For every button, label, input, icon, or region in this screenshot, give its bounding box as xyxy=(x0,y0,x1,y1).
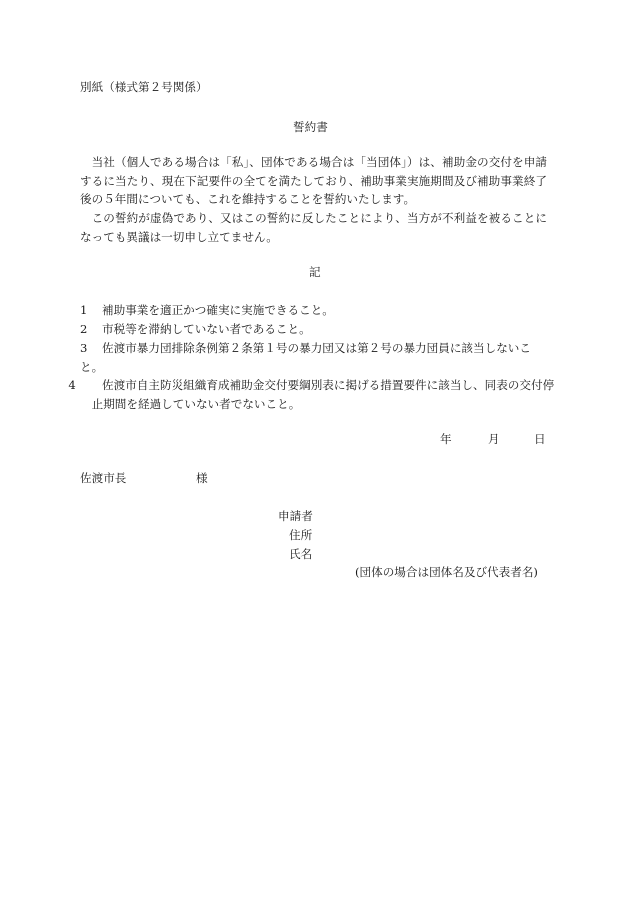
item-text: 佐渡市自主防災組織育成補助金交付要綱別表に掲げる措置要件に該当し、同表の交付停止期間を経過していない者でないこと。 xyxy=(91,378,555,411)
document-title: 誓約書 xyxy=(293,120,328,134)
addressee-name: 佐渡市長 xyxy=(80,471,127,485)
item-text: 補助事業を適正かつ確実に実施できること。 xyxy=(102,303,334,317)
applicant-name-label: 氏名 xyxy=(289,547,313,561)
requirement-item xyxy=(80,320,547,339)
ki-heading: 記 xyxy=(309,265,321,279)
applicant-note: (団体の場合は団体名及び代表者名) xyxy=(355,565,538,579)
item-number: 4 xyxy=(68,378,76,392)
item-number: 1 xyxy=(80,303,88,317)
date-year-label: 年 xyxy=(440,432,452,446)
item-text: 佐渡市暴力団排除条例第２条第１号の暴力団又は第２号の暴力団員に該当しないこと。 xyxy=(80,341,531,374)
applicant-address-label: 住所 xyxy=(289,528,313,542)
applicant-label: 申請者 xyxy=(278,509,313,523)
date-month-label: 月 xyxy=(488,432,500,446)
requirement-item xyxy=(80,339,547,376)
form-reference: 別紙（様式第２号関係） xyxy=(80,80,208,94)
item-number: 3 xyxy=(80,341,88,355)
item-text: 市税等を滞納していない者であること。 xyxy=(102,322,311,336)
requirement-item xyxy=(80,301,547,320)
item-number: 2 xyxy=(80,322,88,336)
requirement-item xyxy=(68,376,559,413)
date-day-label: 日 xyxy=(534,432,546,446)
pledge-paragraph-1: 当社（個人である場合は「私」、団体である場合は「当団体」）は、補助金の交付を申請するに当たり、現在下記要件の全てを満たしており、補助事業実施期間及び補助事業終了後の５年間についても、これを維持することを誓約いたします。 xyxy=(80,155,547,206)
pledge-paragraph-2: この誓約が虚偽であり、又はこの誓約に反したことにより、当方が不利益を被ることになっても異議は一切申し立てません。 xyxy=(80,211,547,244)
addressee-honorific: 様 xyxy=(196,471,208,485)
